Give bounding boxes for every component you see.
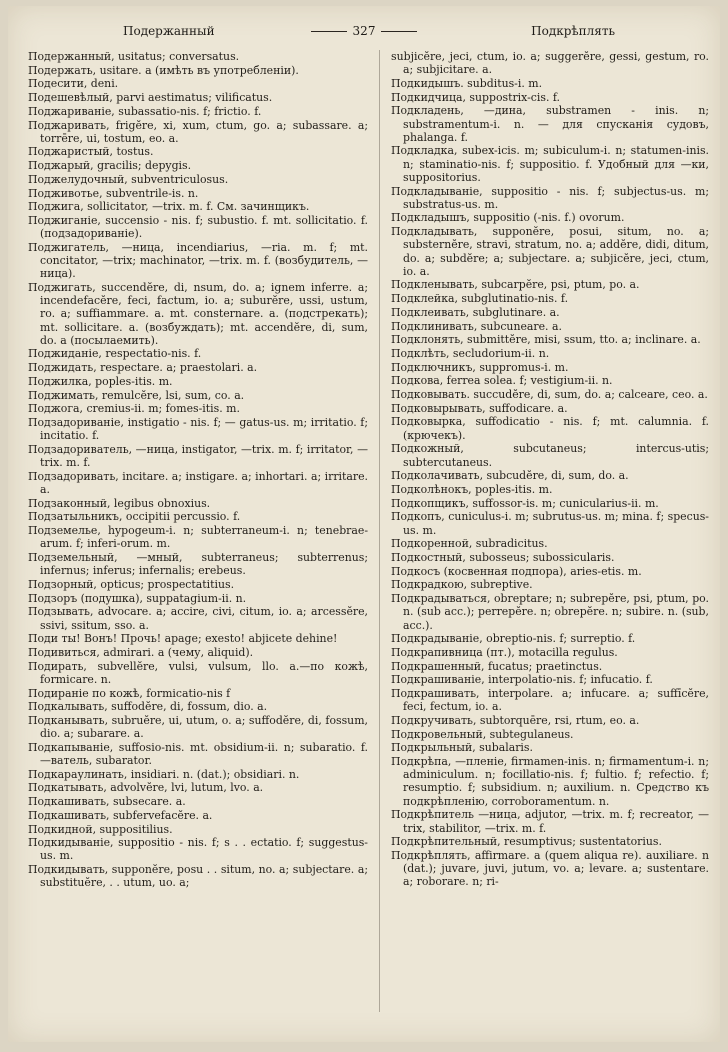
- dictionary-entry: Подкрадываніе, obreptio-nis. f; surreptio. f.: [391, 632, 636, 646]
- dictionary-entry: Подкидной, suppositilius.: [28, 822, 173, 836]
- dictionary-entry: Подкрашивать, interpolare. a; infucare. a; suffīcĕre, feci, fectum, io. a.: [391, 687, 709, 714]
- dictionary-entry: Подкопщикъ, suffossor-is. m; cunicularius-ii. m.: [391, 496, 659, 510]
- running-head: [28, 24, 700, 46]
- dictionary-entry: Подкидышъ. subditus-i. m.: [391, 76, 543, 90]
- dictionary-entry: Подкрѣпительный, resumptivus; sustentatorius.: [391, 835, 662, 849]
- header-rule-right: [381, 31, 417, 32]
- dictionary-entry: Подешевѣлый, parvi aestimatus; vilificatus.: [28, 91, 273, 105]
- dictionary-entry: Подзорный, opticus; prospectatitius.: [28, 577, 235, 591]
- dictionary-entry: Подклѣть, secludorium-ii. n.: [391, 346, 550, 360]
- dictionary-entry: Подкладень, —дина, substramen - inis. n; substramentum-i. n. — для спусканія судовъ, phalanga. f.: [391, 104, 709, 144]
- column-divider: [379, 50, 380, 1012]
- dictionary-entry: Подковывать. succudĕre, di, sum, do. a; calceare, ceo. a.: [391, 388, 708, 402]
- dictionary-entry: Подкладывать, supponĕre, posui, situm, no. a; substernĕre, stravi, stratum, no. a; addĕre, didi, ditum, do. a; subdĕre; a; subjectare. a; subjicĕre, jeci, ctum, io. a.: [391, 225, 709, 278]
- dictionary-entry: Подкостный, subosseus; subossicularis.: [391, 551, 615, 565]
- dictionary-entry: Подкрѣпа, —пленіе, firmamen-inis. n; firmamentum-i. n; adminiculum. n; focillatio-nis. f; fultio. f; refectio. f; resumptio. f; subsidium. n; auxilium. n. Средство къ подкрѣпленію, corroboramentum. n.: [391, 755, 709, 808]
- dictionary-entry: Поджариваніе, subassatio-nis. f; frictio. f.: [28, 104, 262, 118]
- dictionary-entry: Поджига, sollicitator, —trix. m. f. См. зачинщикъ.: [28, 200, 310, 214]
- dictionary-entry: Подкашивать, subfervefacĕre. a.: [28, 808, 213, 822]
- dictionary-entry: Подкладываніе, suppositio - nis. f; subjectus-us. m; substratus-us. m.: [391, 184, 709, 211]
- dictionary-entry: Подклонять, submittĕre, misi, ssum, tto. a; inclinare. a.: [391, 333, 701, 347]
- dictionary-entry: Подираніе по кожѣ, formicatio-nis f: [28, 686, 231, 700]
- dictionary-entry: Поджигатель, —ница, incendiarius, —ria. m. f; mt. concitator, —trix; machinator, —trix. m. f. (возбудитель, —ница).: [28, 240, 368, 281]
- dictionary-entry: Подканывать, subruĕre, ui, utum, o. a; suffodĕre, di, fossum, dio. a; subarare. a.: [28, 713, 368, 741]
- dictionary-entry: Подкосъ (косвенная подпора), aries-etis. m.: [391, 564, 642, 578]
- dictionary-entry: Подковырывать, suffodicare. a.: [391, 401, 568, 415]
- dictionary-entry: Поджиданіе, respectatio-nis. f.: [28, 347, 202, 361]
- dictionary-entry: Подзадоривать, incitare. a; instigare. a; inhortari. a; irritare. a.: [28, 469, 368, 496]
- dictionary-entry: Подкидывать, supponĕre, posu . . situm, no. a; subjectare. a; substituĕre, . . utum, uo. a;: [28, 863, 368, 890]
- dictionary-entry: Подкрѣплять, affirmare. a (quem aliqua re). auxiliare. n (dat.); juvare, juvi, jutum, vo. a; levare. a; sustentare. a; roborare. n; ri-: [391, 848, 709, 889]
- dictionary-entry: Подесити, deni.: [28, 77, 119, 91]
- dictionary-entry: Подживотье, subventrile-is. n.: [28, 186, 199, 200]
- dictionary-entry: Поджарый, gracilis; depygis.: [28, 159, 192, 173]
- dictionary-entry: Подклейка, subglutinatio-nis. f.: [391, 292, 569, 306]
- dictionary-entry: Подкрыльный, subalaris.: [391, 741, 533, 755]
- dictionary-entry: Подкладышъ, suppositio (-nis. f.) ovorum.: [391, 211, 625, 225]
- dictionary-entry: Подкова, ferrea solea. f; vestigium-ii. n.: [391, 374, 613, 388]
- dictionary-entry: Подкрадываться, obreptare; n; subrepĕre, psi, ptum, po. n. (sub acc.); perrepĕre. n; obrepĕre. n; subire. n. (sub, acc.).: [391, 592, 709, 632]
- header-left-word: Подержанный: [123, 24, 215, 38]
- dictionary-entry: Подкладка, subex-icis. m; subiculum-i. n; statumen-inis. n; staminatio-nis. f; suppositio. f. Удобный для —ки, suppositorius.: [391, 144, 709, 184]
- dictionary-entry: Поджигать, succendĕre, di, nsum, do. a; ignem inferre. a; incendefacĕre, feci, factum, io. a; suburĕre, ussi, ustum, ro. a; suffiammare. a. mt. consternare. a. (подстрекать); mt. sollicitare. a. (возбуждать); mt. accendĕre, di, sum, do. a (посылаемить).: [28, 280, 368, 347]
- dictionary-entry: Подзадориваніе, instigatio - nis. f; — gatus-us. m; irritatio. f; incitatio. f.: [28, 415, 368, 443]
- dictionary-entry: subjicĕre, jeci, ctum, io. a; suggerĕre, gessi, gestum, ro. a; subjicitare. a.: [391, 50, 709, 77]
- dictionary-entry: Подзывать, advocare. a; accire, civi, citum, io. a; arcessĕre, ssivi, ssitum, sso. a.: [28, 605, 368, 632]
- dictionary-entry: Подкручивать, subtorquēre, rsi, rtum, eo. a.: [391, 713, 640, 727]
- page-number-text: 327: [352, 24, 376, 38]
- dictionary-entry: Подковырка, suffodicatio - nis. f; mt. calumnia. f. (крючекъ).: [391, 415, 709, 442]
- dictionary-page: [8, 6, 720, 1042]
- dictionary-entry: Подколѣнокъ, poples-itis. m.: [391, 483, 553, 496]
- dictionary-entry: Подклинивать, subcuneare. a.: [391, 319, 562, 333]
- header-rule-left: [311, 31, 347, 32]
- dictionary-entry: Подкрѣпитель —ница, adjutor, —trix. m. f; recreator, —trix, stabilitor, —trix. m. f.: [391, 808, 709, 835]
- dictionary-entry: Подкрашенный, fucatus; praetinctus.: [391, 659, 603, 673]
- dictionary-entry: Подзоръ (подушка), suppatagium-ii. n.: [28, 591, 247, 605]
- dictionary-entry: Подирать, subvellĕre, vulsi, vulsum, llo. a.—по кожѣ, formicare. n.: [28, 659, 368, 686]
- dictionary-entry: Подкашивать, subsecare. a.: [28, 795, 186, 809]
- header-right-word: Подкрѣплять: [531, 24, 615, 38]
- dictionary-entry: Подкрашиваніе, interpolatio-nis. f; infucatio. f.: [391, 673, 653, 687]
- dictionary-entry: Подзадориватель, —ница, instigator, —trix. m. f; irritator, —trix. m. f.: [28, 442, 368, 470]
- dictionary-entry: Подкровельный, subtegulaneus.: [391, 727, 574, 741]
- dictionary-entry: Подкидываніе, suppositio - nis. f; s . . ectatio. f; suggestus-us. m.: [28, 836, 368, 863]
- dictionary-entry: Подкалывать, suffodĕre, di, fossum, dio. a.: [28, 700, 268, 714]
- dictionary-entry: Подкатывать, advolvĕre, lvi, lutum, lvo. a.: [28, 781, 264, 795]
- dictionary-entry: Подкопъ, cuniculus-i. m; subrutus-us. m; mina. f; specus-us. m.: [391, 510, 709, 537]
- dictionary-entry: Подкожный, subcutaneus; intercus-utis; subtercutaneus.: [391, 442, 709, 469]
- dictionary-entry: Подкапываніе, suffosio-nis. mt. obsidium-ii. n; subaratio. f. —ватель, subarator.: [28, 740, 368, 768]
- right-column: [391, 50, 709, 1014]
- dictionary-entry: Поджиганіе, succensio - nis. f; subustio. f. mt. sollicitatio. f. (подзадориваніе).: [28, 213, 368, 241]
- dictionary-entry: Поджидать, respectare. a; praestolari. a.: [28, 361, 258, 375]
- dictionary-entry: Поджаривать, frigĕre, xi, xum, ctum, go. a; subassare. a; torrēre, ui, tostum, eo. a.: [28, 118, 368, 145]
- dictionary-entry: Подивиться, admirari. a (чему, aliquid).: [28, 645, 254, 659]
- dictionary-entry: Поджаристый, tostus.: [28, 145, 154, 159]
- dictionary-entry: Подзаконный, legibus obnoxius.: [28, 496, 211, 510]
- dictionary-entry: Подкоренной, subradicitus.: [391, 537, 548, 551]
- dictionary-entry: Подзатыльникъ, occipitii percussio. f.: [28, 510, 241, 524]
- dictionary-entry: Подкараулинать, insidiari. n. (dat.); obsidiari. n.: [28, 767, 300, 781]
- dictionary-entry: Поджилка, poples-itis. m.: [28, 374, 173, 388]
- dictionary-entry: Подкленывать, subcarpĕre, psi, ptum, po. a.: [391, 278, 640, 292]
- dictionary-entry: Подержанный, usitatus; conversatus.: [28, 50, 240, 63]
- dictionary-entry: Подклеивать, subglutinare. a.: [391, 305, 560, 319]
- dictionary-entry: Подземельный, —мный, subterraneus; subterrenus; infernus; inferus; infernalis; erebeus.: [28, 551, 368, 578]
- dictionary-entry: Поджимать, remulcĕre, lsi, sum, co. a.: [28, 388, 245, 402]
- dictionary-entry: Подкидчица, suppostrix-cis. f.: [391, 90, 560, 104]
- left-column: [28, 50, 368, 1014]
- dictionary-entry: Подключникъ, suppromus-i. m.: [391, 360, 569, 374]
- dictionary-entry: Подземелье, hypogeum-i. n; subterraneum-i. n; tenebrae-arum. f; inferi-orum. m.: [28, 524, 368, 551]
- dictionary-entry: Поджога, cremius-ii. m; fomes-itis. m.: [28, 402, 240, 416]
- dictionary-entry: Подержать, usitare. a (имѣть въ употребленіи).: [28, 63, 299, 77]
- dictionary-entry: Подкрапивница (пт.), motacilla regulus.: [391, 645, 618, 659]
- dictionary-entry: Подкрадкою, subreptive.: [391, 578, 533, 592]
- dictionary-entry: Поджелудочный, subventriculosus.: [28, 172, 229, 186]
- dictionary-entry: Подколачивать, subcudĕre, di, sum, do. a.: [391, 469, 629, 483]
- dictionary-entry: Поди ты! Вонъ! Прочь! apage; exesto! abjicete dehine!: [28, 632, 338, 646]
